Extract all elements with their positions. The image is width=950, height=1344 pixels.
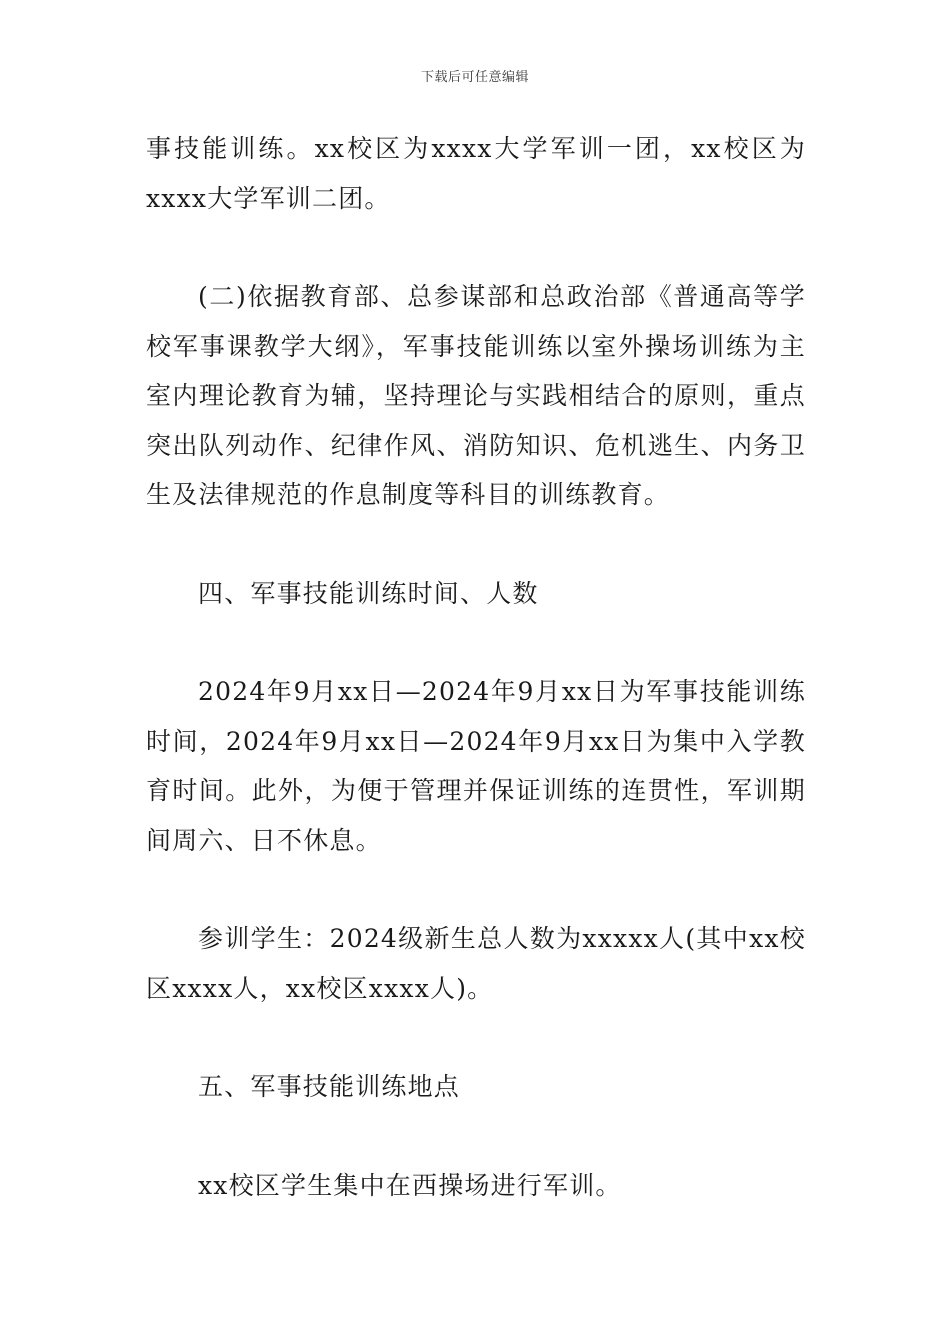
paragraph-continuation: 事技能训练。xx校区为xxxx大学军训一团，xx校区为xxxx大学军训二团。 <box>146 134 806 213</box>
paragraph-training-basis: (二)依据教育部、总参谋部和总政治部《普通高等学校军事课教学大纲》，军事技能训练以室外操场训练为主室内理论教育为辅，坚持理论与实践相结合的原则，重点突出队列动作、纪律作风、消防知识、危机逃生、内务卫生及法律规范的作息制度等科目的训练教育。 <box>146 282 806 509</box>
document-body <box>146 124 806 1210</box>
paragraph-location: xx校区学生集中在西操场进行军训。 <box>198 1170 622 1200</box>
section-heading-time-count: 四、军事技能训练时间、人数 <box>198 578 539 608</box>
paragraph-training-time: 2024年9月xx日—2024年9月xx日为军事技能训练时间，2024年9月xx日—2024年9月xx日为集中入学教育时间。此外，为便于管理并保证训练的连贯性，军训期间周六、日不休息。 <box>146 677 806 855</box>
paragraph-participants: 参训学生：2024级新生总人数为xxxxx人(其中xx校区xxxx人，xx校区xxxx人)。 <box>146 924 806 1003</box>
section-heading-location: 五、军事技能训练地点 <box>198 1072 461 1101</box>
page-header: 下载后可任意编辑 <box>420 70 529 85</box>
